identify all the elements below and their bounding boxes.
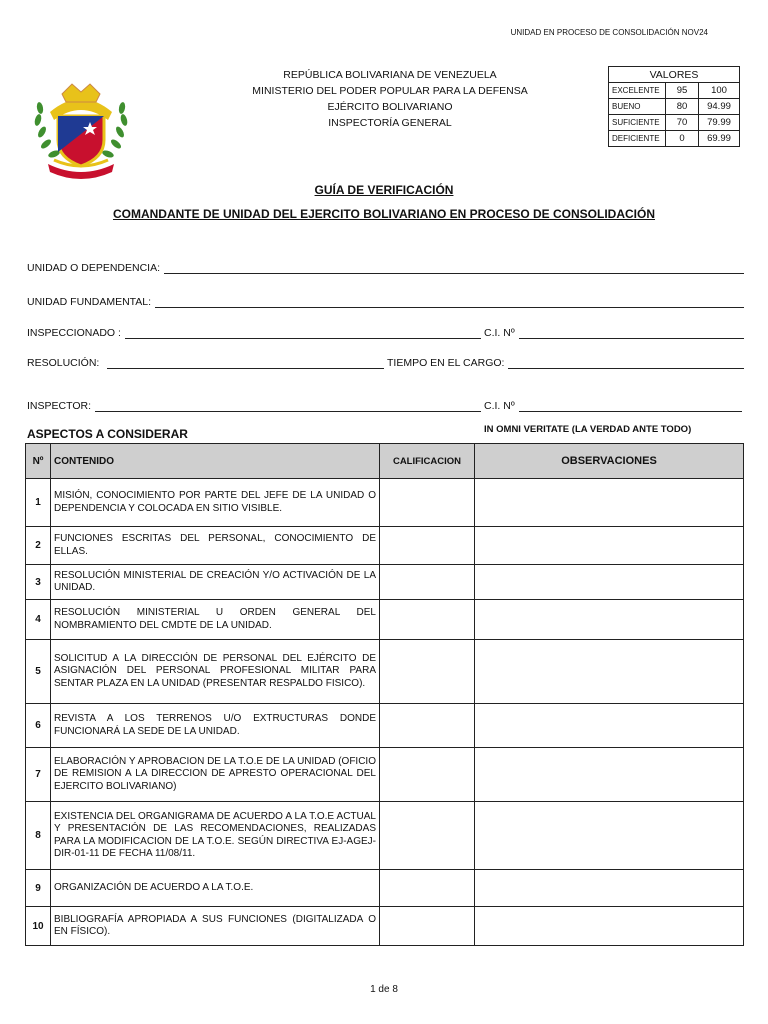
values-title: VALORES	[609, 67, 740, 83]
header-line: MINISTERIO DEL PODER POPULAR PARA LA DEFENSA	[252, 85, 528, 97]
row-content: SOLICITUD A LA DIRECCIÓN DE PERSONAL DEL EJÉRCITO DE ASIGNACIÓN DEL PERSONAL PROFESIONAL MILITAR PARA SENTAR PLAZA EN LA UNIDAD (PRESENTAR RESPALDO FISICO).	[51, 640, 380, 704]
row-num: 10	[26, 907, 51, 946]
row-content: BIBLIOGRAFÍA APROPIADA A SUS FUNCIONES (DIGITALIZADA O EN FÍSICO).	[51, 907, 380, 946]
row-content: ELABORACIÓN Y APROBACION DE LA T.O.E DE LA UNIDAD (OFICIO DE REMISION A LA DIRECCION DE APRESTO OPERACIONAL DEL EJERCITO BOLIVARIANO)	[51, 748, 380, 802]
header-institution	[230, 67, 550, 131]
row-calificacion-cell[interactable]	[380, 748, 475, 802]
row-observaciones-cell[interactable]	[475, 802, 744, 870]
verification-table	[25, 443, 744, 946]
values-min: 0	[666, 131, 699, 147]
fundamental-line[interactable]	[155, 297, 744, 308]
ci1-line[interactable]	[519, 328, 744, 339]
row-content: EXISTENCIA DEL ORGANIGRAMA DE ACUERDO A LA T.O.E ACTUAL Y PRESENTACIÓN DE LAS RECOMENDACIONES, REALIZADAS PARA LA MODIFICACION DE LA T.O.E. SEGÚN DIRECTIVA EJ-AGEJ-DIR-01-11 DE FECHA 11/08/11.	[51, 802, 380, 870]
ci1-field[interactable]	[484, 327, 744, 339]
row-num: 5	[26, 640, 51, 704]
row-calificacion-cell[interactable]	[380, 802, 475, 870]
ci1-label: C.I. Nº	[484, 327, 515, 339]
row-num: 9	[26, 870, 51, 907]
resolucion-label: RESOLUCIÓN:	[27, 357, 100, 369]
header-line: EJÉRCITO BOLIVARIANO	[327, 101, 453, 113]
header-calificacion: CALIFICACION	[380, 444, 475, 479]
header-num: Nº	[26, 444, 51, 479]
row-calificacion-cell[interactable]	[380, 870, 475, 907]
row-content: REVISTA A LOS TERRENOS U/O EXTRUCTURAS DONDE FUNCIONARÁ LA SEDE DE LA UNIDAD.	[51, 704, 380, 748]
row-num: 8	[26, 802, 51, 870]
header-content: CONTENIDO	[51, 444, 380, 479]
fundamental-label: UNIDAD FUNDAMENTAL:	[27, 296, 152, 308]
row-calificacion-cell[interactable]	[380, 704, 475, 748]
inspeccionado-field[interactable]	[27, 327, 481, 339]
values-label: EXCELENTE	[609, 83, 666, 99]
tiempo-label: TIEMPO EN EL CARGO:	[387, 357, 505, 369]
fundamental-field[interactable]	[27, 296, 744, 308]
row-calificacion-cell[interactable]	[380, 640, 475, 704]
row-observaciones-cell[interactable]	[475, 870, 744, 907]
row-observaciones-cell[interactable]	[475, 748, 744, 802]
row-calificacion-cell[interactable]	[380, 907, 475, 946]
row-calificacion-cell[interactable]	[380, 565, 475, 600]
row-calificacion-cell[interactable]	[380, 527, 475, 565]
resolucion-field[interactable]	[27, 357, 384, 369]
values-max: 79.99	[699, 115, 740, 131]
motto: IN OMNI VERITATE (LA VERDAD ANTE TODO)	[484, 424, 692, 435]
tiempo-line[interactable]	[508, 358, 744, 369]
ci2-label: C.I. Nº	[484, 400, 515, 412]
resolucion-line[interactable]	[107, 358, 384, 369]
values-label: DEFICIENTE	[609, 131, 666, 147]
table-row	[26, 640, 744, 704]
inspector-field[interactable]	[27, 400, 481, 412]
row-observaciones-cell[interactable]	[475, 565, 744, 600]
aspects-title: ASPECTOS A CONSIDERAR	[27, 427, 188, 441]
values-min: 95	[666, 83, 699, 99]
inspector-line[interactable]	[95, 401, 481, 412]
header-observaciones: OBSERVACIONES	[475, 444, 744, 479]
row-num: 4	[26, 600, 51, 640]
table-row	[26, 704, 744, 748]
unidad-line[interactable]	[164, 263, 744, 274]
inspeccionado-label: INSPECCIONADO :	[27, 327, 121, 339]
row-content: ORGANIZACIÓN DE ACUERDO A LA T.O.E.	[51, 870, 380, 907]
values-label: BUENO	[609, 99, 666, 115]
army-crest-logo	[28, 72, 134, 184]
header-line: REPÚBLICA BOLIVARIANA DE VENEZUELA	[283, 69, 497, 81]
values-table	[608, 66, 740, 147]
row-observaciones-cell[interactable]	[475, 704, 744, 748]
row-content: FUNCIONES ESCRITAS DEL PERSONAL, CONOCIMIENTO DE ELLAS.	[51, 527, 380, 565]
ci2-field[interactable]	[484, 400, 742, 412]
table-row	[26, 565, 744, 600]
row-num: 7	[26, 748, 51, 802]
tiempo-field[interactable]	[387, 357, 744, 369]
row-observaciones-cell[interactable]	[475, 527, 744, 565]
values-min: 80	[666, 99, 699, 115]
page-number: 1 de 8	[370, 984, 398, 995]
table-row	[26, 527, 744, 565]
row-content: RESOLUCIÓN MINISTERIAL U ORDEN GENERAL DEL NOMBRAMIENTO DEL CMDTE DE LA UNIDAD.	[51, 600, 380, 640]
row-observaciones-cell[interactable]	[475, 907, 744, 946]
table-row	[26, 479, 744, 527]
table-row	[26, 870, 744, 907]
inspeccionado-line[interactable]	[125, 328, 481, 339]
table-row	[26, 600, 744, 640]
values-max: 69.99	[699, 131, 740, 147]
table-row	[26, 802, 744, 870]
row-num: 6	[26, 704, 51, 748]
row-num: 1	[26, 479, 51, 527]
top-note: UNIDAD EN PROCESO DE CONSOLIDACIÓN NOV24	[510, 28, 708, 37]
unidad-field[interactable]	[27, 262, 744, 274]
document-subtitle: COMANDANTE DE UNIDAD DEL EJERCITO BOLIVARIANO EN PROCESO DE CONSOLIDACIÓN	[112, 207, 656, 221]
row-observaciones-cell[interactable]	[475, 600, 744, 640]
table-row	[26, 748, 744, 802]
row-observaciones-cell[interactable]	[475, 479, 744, 527]
row-calificacion-cell[interactable]	[380, 600, 475, 640]
row-content: MISIÓN, CONOCIMIENTO POR PARTE DEL JEFE DE LA UNIDAD O DEPENDENCIA Y COLOCADA EN SITIO VISIBLE.	[51, 479, 380, 527]
row-observaciones-cell[interactable]	[475, 640, 744, 704]
inspector-label: INSPECTOR:	[27, 400, 91, 412]
row-calificacion-cell[interactable]	[380, 479, 475, 527]
values-min: 70	[666, 115, 699, 131]
document-title: GUÍA DE VERIFICACIÓN	[314, 183, 454, 197]
values-max: 94.99	[699, 99, 740, 115]
unidad-label: UNIDAD O DEPENDENCIA:	[27, 262, 161, 274]
table-row	[26, 907, 744, 946]
row-num: 3	[26, 565, 51, 600]
header-line: INSPECTORÍA GENERAL	[328, 117, 452, 129]
values-label: SUFICIENTE	[609, 115, 666, 131]
values-max: 100	[699, 83, 740, 99]
row-num: 2	[26, 527, 51, 565]
ci2-line[interactable]	[519, 401, 742, 412]
row-content: RESOLUCIÓN MINISTERIAL DE CREACIÓN Y/O ACTIVACIÓN DE LA UNIDAD.	[51, 565, 380, 600]
